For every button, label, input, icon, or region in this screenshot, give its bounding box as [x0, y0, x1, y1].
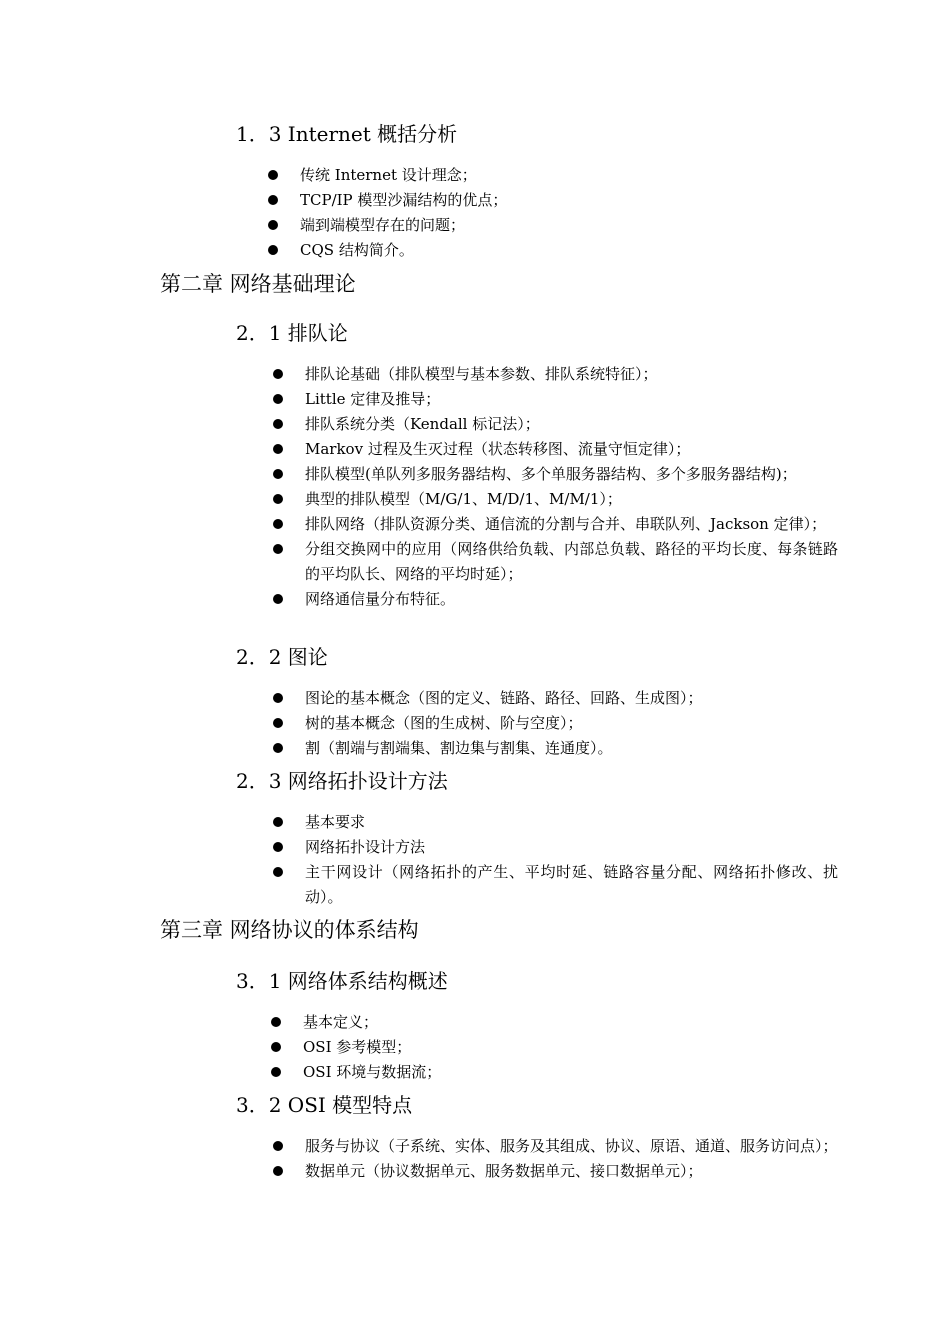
bullet-icon [273, 1141, 283, 1151]
bullet-icon [268, 195, 278, 205]
section-heading-1-3: 1．3 Internet 概括分析 [236, 122, 458, 146]
bullet-icon [273, 718, 283, 728]
bullet-icon [273, 519, 283, 529]
list-item: 排队网络（排队资源分类、通信流的分割与合并、串联队列、Jackson 定律）； [273, 512, 838, 537]
bullet-icon [273, 419, 283, 429]
list-item: Markov 过程及生灭过程（状态转移图、流量守恒定律）； [273, 437, 838, 462]
bullet-icon [273, 743, 283, 753]
bullet-icon [268, 170, 278, 180]
list-item: 排队模型(单队列多服务器结构、多个单服务器结构、多个多服务器结构)； [273, 462, 838, 487]
list-item: 服务与协议（子系统、实体、服务及其组成、协议、原语、通道、服务访问点）； [273, 1134, 838, 1159]
list-item: 基本定义； [271, 1010, 836, 1035]
list-item: OSI 环境与数据流； [271, 1060, 836, 1085]
list-item: 基本要求 [273, 810, 838, 835]
list-item: 数据单元（协议数据单元、服务数据单元、接口数据单元）； [273, 1159, 838, 1184]
bullet-icon [273, 394, 283, 404]
list-item: 分组交换网中的应用（网络供给负载、内部总负载、路径的平均长度、每条链路的平均队长、网络的平均时延）； [273, 537, 838, 587]
bullet-icon [273, 1166, 283, 1176]
bullet-icon [273, 444, 283, 454]
bullet-icon [273, 369, 283, 379]
bullet-list-3-1 [271, 1010, 836, 1085]
bullet-icon [271, 1067, 281, 1077]
bullet-icon [271, 1017, 281, 1027]
bullet-list-1-3 [268, 163, 828, 263]
bullet-list-2-1 [273, 362, 838, 612]
list-item: CQS 结构简介。 [268, 238, 828, 263]
bullet-icon [273, 867, 283, 877]
list-item: 排队系统分类（Kendall 标记法）； [273, 412, 838, 437]
bullet-icon [273, 494, 283, 504]
list-item: 端到端模型存在的问题； [268, 213, 828, 238]
bullet-list-3-2 [273, 1134, 838, 1184]
list-item: 树的基本概念（图的生成树、阶与空度）； [273, 711, 838, 736]
section-heading-3-1: 3．1 网络体系结构概述 [236, 969, 448, 993]
list-item: 排队论基础（排队模型与基本参数、排队系统特征）； [273, 362, 838, 387]
list-item: TCP/IP 模型沙漏结构的优点； [268, 188, 828, 213]
bullet-list-2-3 [273, 810, 838, 910]
bullet-icon [273, 693, 283, 703]
chapter-heading-3: 第三章 网络协议的体系结构 [160, 918, 419, 942]
list-item: 割（割端与割端集、割边集与割集、连通度）。 [273, 736, 838, 761]
list-item: 网络通信量分布特征。 [273, 587, 838, 612]
list-item: Little 定律及推导； [273, 387, 838, 412]
bullet-icon [273, 594, 283, 604]
list-item: 典型的排队模型（M/G/1、M/D/1、M/M/1）； [273, 487, 838, 512]
section-heading-3-2: 3．2 OSI 模型特点 [236, 1093, 413, 1117]
bullet-list-2-2 [273, 686, 838, 761]
bullet-icon [268, 220, 278, 230]
bullet-icon [273, 817, 283, 827]
bullet-icon [273, 842, 283, 852]
bullet-icon [273, 469, 283, 479]
chapter-heading-2: 第二章 网络基础理论 [160, 272, 356, 296]
section-heading-2-3: 2．3 网络拓扑设计方法 [236, 769, 448, 793]
list-item: OSI 参考模型； [271, 1035, 836, 1060]
list-item: 传统 Internet 设计理念； [268, 163, 828, 188]
bullet-icon [271, 1042, 281, 1052]
bullet-icon [268, 245, 278, 255]
bullet-icon [273, 544, 283, 554]
list-item: 主干网设计（网络拓扑的产生、平均时延、链路容量分配、网络拓扑修改、扰动）。 [273, 860, 838, 910]
list-item: 网络拓扑设计方法 [273, 835, 838, 860]
section-heading-2-1: 2．1 排队论 [236, 321, 348, 345]
section-heading-2-2: 2．2 图论 [236, 645, 328, 669]
list-item: 图论的基本概念（图的定义、链路、路径、回路、生成图）； [273, 686, 838, 711]
